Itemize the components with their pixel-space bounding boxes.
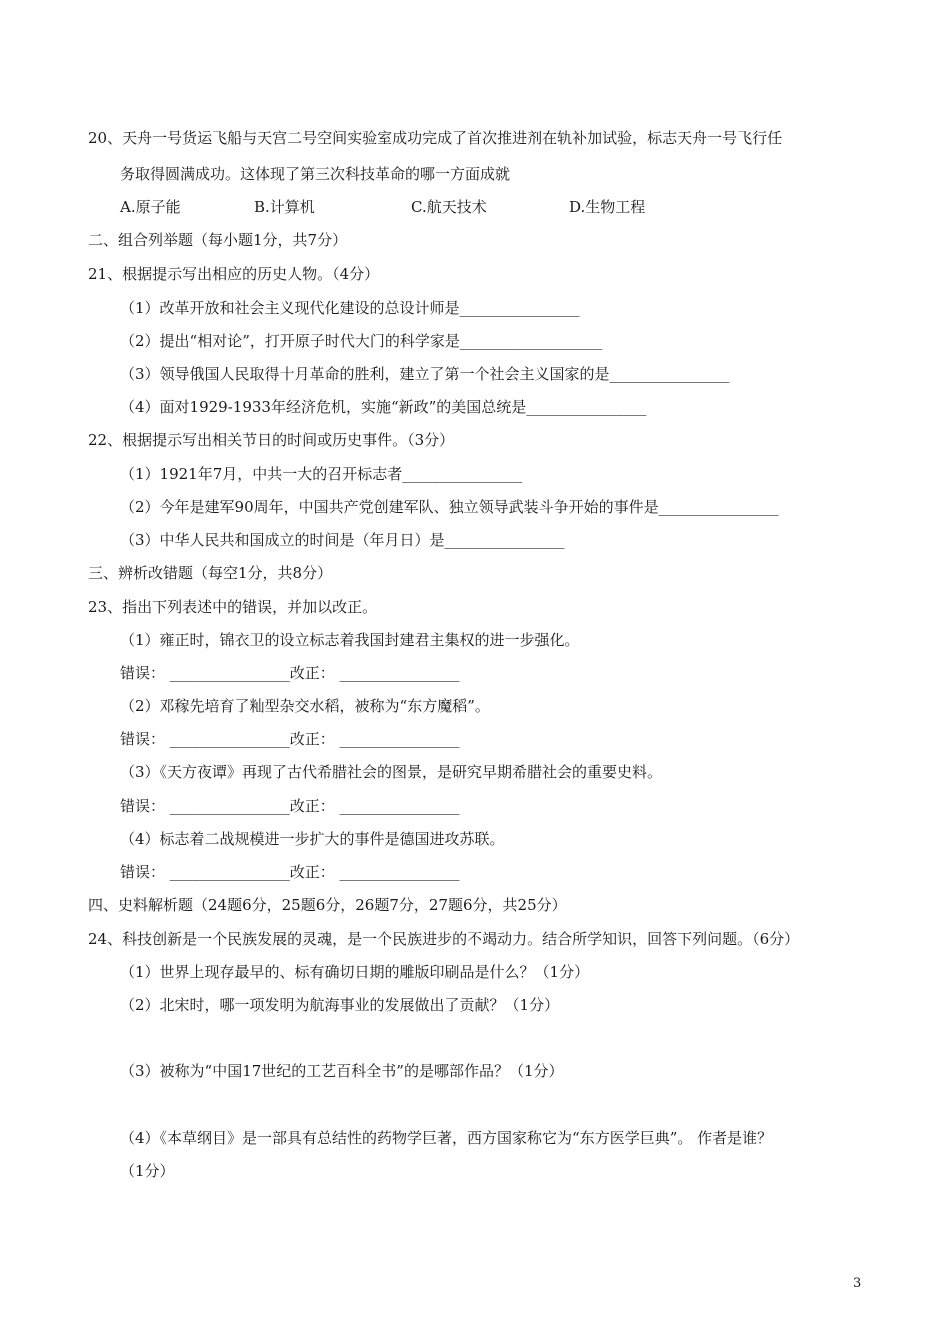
q20-option-d: D.生物工程 bbox=[569, 198, 646, 216]
q22-item-1: （1）1921年7月，中共一大的召开标志者________________ bbox=[120, 465, 523, 483]
q21-item-1: （1）改革开放和社会主义现代化建设的总设计师是________________ bbox=[120, 299, 580, 317]
q24-item-1: （1）世界上现存最早的、标有确切日期的雕版印刷品是什么？（1分） bbox=[120, 963, 590, 981]
q23-item-1-statement: （1）雍正时，锦衣卫的设立标志着我国封建君主集权的进一步强化。 bbox=[120, 631, 580, 649]
section-2-title: 二、组合列举题（每小题1分，共7分） bbox=[88, 231, 348, 249]
q22-stem: 22、根据提示写出相关节日的时间或历史事件。（3分） bbox=[88, 431, 455, 449]
section-3-title: 三、辨析改错题（每空1分，共8分） bbox=[88, 564, 333, 582]
q21-item-2: （2）提出“相对论”，打开原子时代大门的科学家是___________________ bbox=[120, 332, 603, 350]
page-number: 3 bbox=[853, 1276, 862, 1291]
q23-item-2-answer: 错误： ________________改正： ________________ bbox=[120, 730, 460, 748]
q21-item-4: （4）面对1929-1933年经济危机，实施“新政”的美国总统是________________ bbox=[120, 398, 647, 416]
q23-stem: 23、指出下列表述中的错误，并加以改正。 bbox=[88, 598, 378, 616]
q20-line-1: 20、天舟一号货运飞船与天宫二号空间实验室成功完成了首次推进剂在轨补加试验，标志天舟一号飞行任 bbox=[88, 129, 783, 147]
q23-item-4-answer: 错误： ________________改正： ________________ bbox=[120, 863, 460, 881]
q24-item-3: （3）被称为“中国17世纪的工艺百科全书”的是哪部作品？（1分） bbox=[120, 1062, 564, 1080]
q20-line-2: 务取得圆满成功。这体现了第三次科技革命的哪一方面成就 bbox=[120, 165, 511, 183]
q24-item-2: （2）北宋时，哪一项发明为航海事业的发展做出了贡献？（1分） bbox=[120, 996, 560, 1014]
q22-item-3: （3）中华人民共和国成立的时间是（年月日）是________________ bbox=[120, 531, 565, 549]
q23-item-3-statement: （3）《天方夜谭》再现了古代希腊社会的图景，是研究早期希腊社会的重要史料。 bbox=[120, 763, 663, 781]
q20-option-c: C.航天技术 bbox=[411, 198, 487, 216]
q20-option-a: A.原子能 bbox=[120, 198, 181, 216]
q24-stem: 24、科技创新是一个民族发展的灵魂，是一个民族进步的不竭动力。结合所学知识，回答下列问题。（6分） bbox=[88, 930, 800, 948]
q22-item-2: （2）今年是建军90周年，中国共产党创建军队、独立领导武装斗争开始的事件是________________ bbox=[120, 498, 779, 516]
q21-item-3: （3）领导俄国人民取得十月革命的胜利，建立了第一个社会主义国家的是________________ bbox=[120, 365, 730, 383]
q23-item-3-answer: 错误： ________________改正： ________________ bbox=[120, 797, 460, 815]
q20-option-b: B.计算机 bbox=[254, 198, 315, 216]
section-4-title: 四、史料解析题（24题6分，25题6分，26题7分，27题6分，共25分） bbox=[88, 896, 567, 914]
q21-stem: 21、根据提示写出相应的历史人物。（4分） bbox=[88, 265, 380, 283]
q24-item-4: （4）《本草纲目》是一部具有总结性的药物学巨著，西方国家称它为“东方医学巨典”。 作者是谁？ bbox=[120, 1129, 773, 1147]
q23-item-2-statement: （2）邓稼先培育了籼型杂交水稻，被称为“东方魔稻”。 bbox=[120, 697, 490, 715]
q23-item-4-statement: （4）标志着二战规模进一步扩大的事件是德国进攻苏联。 bbox=[120, 830, 505, 848]
q23-item-1-answer: 错误： ________________改正： ________________ bbox=[120, 664, 460, 682]
q24-item-4-points: （1分） bbox=[120, 1162, 175, 1180]
